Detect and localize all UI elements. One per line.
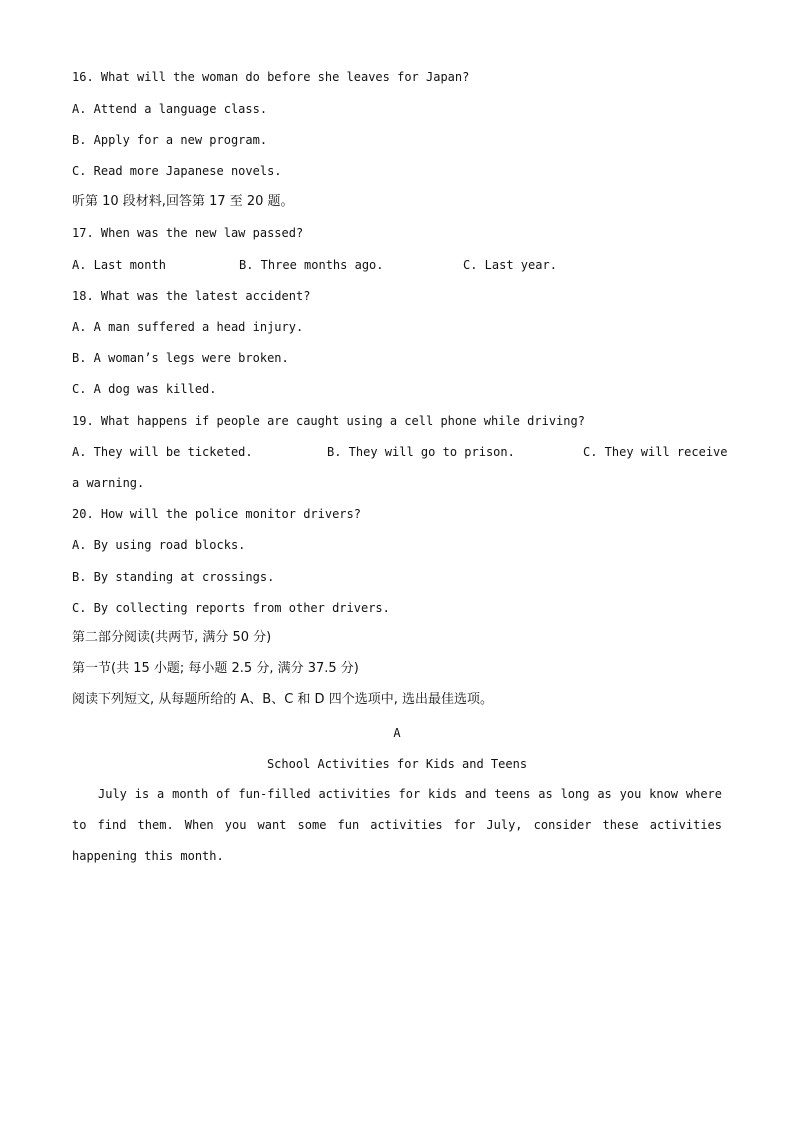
q19-option-c: C. They will receive xyxy=(583,445,728,459)
part2-section1-title: 第一节(共 15 小题; 每小题 2.5 分, 满分 37.5 分) xyxy=(72,661,359,676)
part2-title: 第二部分阅读(共两节, 满分 50 分) xyxy=(72,630,272,645)
q20-stem: 20. How will the police monitor drivers? xyxy=(72,507,361,521)
q20-option-a: A. By using road blocks. xyxy=(72,538,246,552)
q19-option-c-continued: a warning. xyxy=(72,476,145,490)
q17-option-c: C. Last year. xyxy=(463,258,557,272)
q18-option-a: A. A man suffered a head injury. xyxy=(72,320,304,334)
q18-option-c: C. A dog was killed. xyxy=(72,382,217,396)
q17-stem: 17. When was the new law passed? xyxy=(72,226,304,240)
q17-option-a: A. Last month xyxy=(72,258,166,272)
q18-option-b: B. A woman’s legs were broken. xyxy=(72,351,289,365)
q19-option-b: B. They will go to prison. xyxy=(327,445,515,459)
q16-stem: 16. What will the woman do before she leaves for Japan? xyxy=(72,70,470,84)
q20-option-b: B. By standing at crossings. xyxy=(72,570,275,584)
q16-option-a: A. Attend a language class. xyxy=(72,102,268,116)
section-note: 听第 10 段材料,回答第 17 至 20 题。 xyxy=(72,194,294,209)
q19-option-a: A. They will be ticketed. xyxy=(72,445,253,459)
passage-body: July is a month of fun-filled activities for kids and teens as long as you know where to find them. When you want some fun activities for July, consider these activities happening this month. xyxy=(72,787,722,863)
q19-stem: 19. What happens if people are caught using a cell phone while driving? xyxy=(72,414,585,428)
q16-option-c: C. Read more Japanese novels. xyxy=(72,164,282,178)
q17-option-b: B. Three months ago. xyxy=(239,258,384,272)
q20-option-c: C. By collecting reports from other drivers. xyxy=(72,601,390,615)
q16-option-b: B. Apply for a new program. xyxy=(72,133,268,147)
part2-instruction: 阅读下列短文, 从每题所给的 A、B、C 和 D 四个选项中, 选出最佳选项。 xyxy=(72,692,493,707)
passage-title: School Activities for Kids and Teens xyxy=(266,757,528,771)
q18-stem: 18. What was the latest accident? xyxy=(72,289,311,303)
passage-letter: A xyxy=(393,726,401,740)
